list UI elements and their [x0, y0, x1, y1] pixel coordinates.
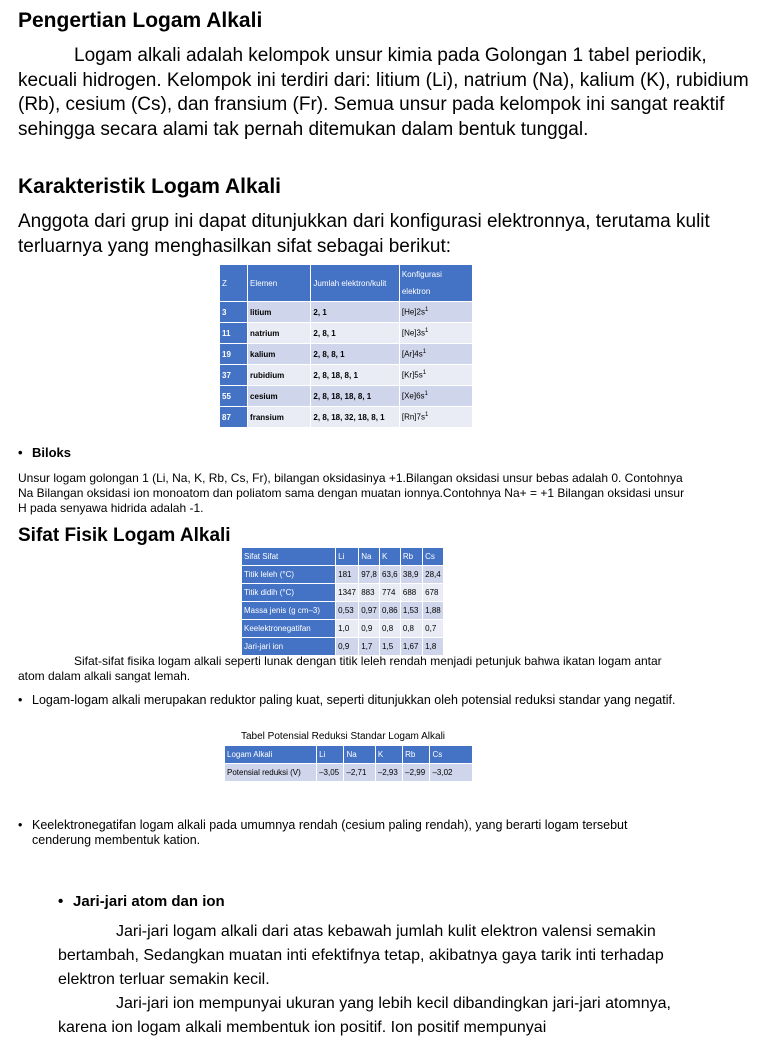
table-cell-value: 63,6 [380, 566, 401, 584]
table-cell-value: 38,9 [400, 566, 422, 584]
table-cell: –2,71 [344, 764, 375, 782]
heading-karakteristik: Karakteristik Logam Alkali [18, 175, 281, 198]
table-cell-jumlah: 2, 8, 18, 32, 18, 8, 1 [311, 407, 399, 428]
config-orbital: 7s [416, 412, 425, 422]
table-cell-elemen: litium [248, 302, 311, 323]
bullet-dot: • [18, 818, 23, 832]
table-header-cell: Z [220, 265, 248, 302]
paragraph-biloks: Unsur logam golongan 1 (Li, Na, K, Rb, Cs, Fr), bilangan oksidasinya +1.Bilangan oksidasi unsur bebas adalah 0. Contohnya Na Bilangan oksidasi ion monoatom dan poliatom sama dengan muatan ionnya.Contohnya Na+ = +1 Bilangan oksidasi unsur H pada senyawa hidrida adalah -1. [18, 471, 685, 515]
table-cell-value: 1,7 [359, 638, 380, 656]
bullet-keelektronegatifan-text: Keelektronegatifan logam alkali pada umumnya rendah (cesium paling rendah), yang berarti logam tersebut cenderung membentuk kation. [32, 818, 628, 847]
bullet-reduktor-text: Logam-logam alkali merupakan reduktor paling kuat, seperti ditunjukkan oleh potensial reduksi standar yang negatif. [32, 693, 676, 707]
table-header-row [220, 265, 473, 302]
config-orbital: 4s [414, 349, 423, 359]
table-row [220, 344, 473, 365]
table-row [242, 602, 444, 620]
table-cell: –3,05 [317, 764, 344, 782]
table-header-cell: Cs [430, 746, 473, 764]
table-cell-value: 1347 [336, 584, 359, 602]
table-header-cell: Sifat Sifat [242, 548, 336, 566]
config-exponent: 1 [422, 349, 427, 356]
table-cell-value: 1,67 [400, 638, 422, 656]
config-exponent: 1 [424, 412, 429, 419]
bullet-biloks [18, 445, 71, 460]
table-cell-elemen: fransium [248, 407, 311, 428]
table-cell-value: 883 [359, 584, 380, 602]
electron-config-table [219, 264, 473, 428]
config-core: [Ar] [401, 349, 415, 359]
table-cell-jumlah: 2, 8, 8, 1 [311, 344, 399, 365]
bullet-dot: • [18, 445, 23, 460]
physical-properties-table [241, 547, 444, 656]
config-core: [Rn] [401, 412, 417, 422]
table-cell-value: 0,7 [423, 620, 444, 638]
config-exponent: 1 [424, 328, 429, 335]
table-cell-konfigurasi [399, 323, 472, 344]
config-core: [Ne] [401, 328, 417, 338]
table-cell-property: Titik leleh (°C) [242, 566, 336, 584]
table-cell-property: Keelektronegatifan [242, 620, 336, 638]
paragraph-sifat-fisik: Sifat-sifat fisika logam alkali seperti lunak dengan titik leleh rendah menjadi petunjuk bahwa ikatan logam antar atom dalam alkali sangat lemah. [18, 654, 662, 683]
table-header-cell: Na [359, 548, 380, 566]
table-header-cell: Rb [400, 548, 422, 566]
table-cell-value: 0,9 [359, 620, 380, 638]
table-cell: –2,99 [403, 764, 430, 782]
table-cell-z: 19 [220, 344, 248, 365]
config-orbital: 2s [416, 307, 425, 317]
table-row [242, 620, 444, 638]
table-cell-property: Jari-jari ion [242, 638, 336, 656]
table-cell-value: 688 [400, 584, 422, 602]
table-cell-z: 11 [220, 323, 248, 344]
bullet-jari-jari-label: Jari-jari atom dan ion [73, 893, 225, 910]
bullet-dot: • [18, 693, 23, 707]
table-cell-value: 0,97 [359, 602, 380, 620]
table-cell-value: 28,4 [423, 566, 444, 584]
table-row [242, 566, 444, 584]
table-cell-value: 0,8 [400, 620, 422, 638]
config-exponent: 1 [422, 370, 427, 377]
table-row [242, 584, 444, 602]
bullet-reduktor [18, 693, 678, 708]
table-cell: –3,02 [430, 764, 473, 782]
config-core: [Xe] [401, 391, 417, 401]
table-cell-value: 0,53 [336, 602, 359, 620]
table-header-cell: Li [336, 548, 359, 566]
potential-table-caption: Tabel Potensial Reduksi Standar Logam Alkali [241, 731, 446, 742]
paragraph-jari-jari-2: Jari-jari ion mempunyai ukuran yang lebih kecil dibandingkan jari-jari atomnya, karena ion logam alkali membentuk ion positif. Ion positif mempunyai [58, 995, 671, 1036]
table-header-cell: Konfigurasi elektron [399, 265, 472, 302]
config-core: [Kr] [401, 370, 415, 380]
table-cell-value: 1,88 [423, 602, 444, 620]
table-cell-konfigurasi [399, 302, 472, 323]
table-row [220, 386, 473, 407]
bullet-biloks-label: Biloks [32, 445, 72, 460]
table-row [220, 407, 473, 428]
table-cell-elemen: natrium [248, 323, 311, 344]
config-exponent: 1 [424, 307, 429, 314]
table-cell-value: 1,8 [423, 638, 444, 656]
table-cell-elemen: rubidium [248, 365, 311, 386]
table-cell-z: 37 [220, 365, 248, 386]
table-cell-jumlah: 2, 8, 1 [311, 323, 399, 344]
table-cell-z: 3 [220, 302, 248, 323]
table-header-row [225, 746, 473, 764]
bullet-jari-jari [58, 894, 225, 909]
table-header-cell: K [375, 746, 402, 764]
table-header-cell: Cs [423, 548, 444, 566]
table-cell-z: 87 [220, 407, 248, 428]
table-header-cell: Jumlah elektron/kulit [311, 265, 399, 302]
table-row [220, 323, 473, 344]
config-exponent: 1 [424, 391, 428, 398]
table-cell-elemen: kalium [248, 344, 311, 365]
config-orbital: 3s [416, 328, 425, 338]
table-cell-elemen: cesium [248, 386, 311, 407]
table-cell-value: 0,8 [380, 620, 401, 638]
table-row [225, 764, 473, 782]
table-cell-value: 774 [380, 584, 401, 602]
table-cell-value: 1,0 [336, 620, 359, 638]
table-header-cell: Na [344, 746, 375, 764]
table-header-cell: Elemen [248, 265, 311, 302]
table-cell-value: 1,53 [400, 602, 422, 620]
bullet-keelektronegatifan [18, 818, 638, 848]
table-cell-value: 181 [336, 566, 359, 584]
table-row [242, 638, 444, 656]
table-cell-z: 55 [220, 386, 248, 407]
table-cell: Potensial reduksi (V) [225, 764, 317, 782]
table-header-cell: Rb [403, 746, 430, 764]
paragraph-pengertian: Logam alkali adalah kelompok unsur kimia pada Golongan 1 tabel periodik, kecuali hidrogen. Kelompok ini terdiri dari: litium (Li), natrium (Na), kalium (K), rubidium (Rb), cesium (Cs), dan fransium (Fr). Semua unsur pada kelompok ini sangat reaktif sehingga secara alami tak pernah ditemukan dalam bentuk tunggal. [18, 45, 749, 140]
table-cell-value: 0,86 [380, 602, 401, 620]
table-cell-jumlah: 2, 8, 18, 18, 8, 1 [311, 386, 399, 407]
table-cell-value: 0,9 [336, 638, 359, 656]
table-cell-property: Titik didih (°C) [242, 584, 336, 602]
table-row [220, 365, 473, 386]
table-row [220, 302, 473, 323]
table-cell-jumlah: 2, 1 [311, 302, 399, 323]
table-cell-konfigurasi [399, 365, 472, 386]
table-header-cell: K [380, 548, 401, 566]
table-cell-value: 1,5 [380, 638, 401, 656]
table-header-row [242, 548, 444, 566]
table-cell-value: 97,8 [359, 566, 380, 584]
table-cell: –2,93 [375, 764, 402, 782]
config-orbital: 6s [416, 391, 425, 401]
heading-sifat-fisik: Sifat Fisik Logam Alkali [18, 525, 231, 546]
reduction-potential-table [224, 745, 473, 782]
table-cell-property: Massa jenis (g cm–3) [242, 602, 336, 620]
table-header-cell: Li [317, 746, 344, 764]
table-cell-value: 678 [423, 584, 444, 602]
config-core: [He] [401, 307, 417, 317]
table-header-cell: Logam Alkali [225, 746, 317, 764]
table-cell-konfigurasi [399, 386, 472, 407]
heading-pengertian: Pengertian Logam Alkali [18, 9, 263, 32]
config-orbital: 5s [414, 370, 423, 380]
paragraph-jari-jari-1: Jari-jari logam alkali dari atas kebawah jumlah kulit elektron valensi semakin bertambah, Sedangkan muatan inti efektifnya tetap, akibatnya gaya tarik inti terhadap elektron terluar semakin kecil. [58, 923, 664, 988]
table-cell-konfigurasi [399, 344, 472, 365]
table-cell-jumlah: 2, 8, 18, 8, 1 [311, 365, 399, 386]
paragraph-karakteristik: Anggota dari grup ini dapat ditunjukkan dari konfigurasi elektronnya, terutama kulit terluarnya yang menghasilkan sifat sebagai berikut: [18, 211, 710, 257]
table-cell-konfigurasi [399, 407, 472, 428]
bullet-dot: • [58, 893, 64, 910]
